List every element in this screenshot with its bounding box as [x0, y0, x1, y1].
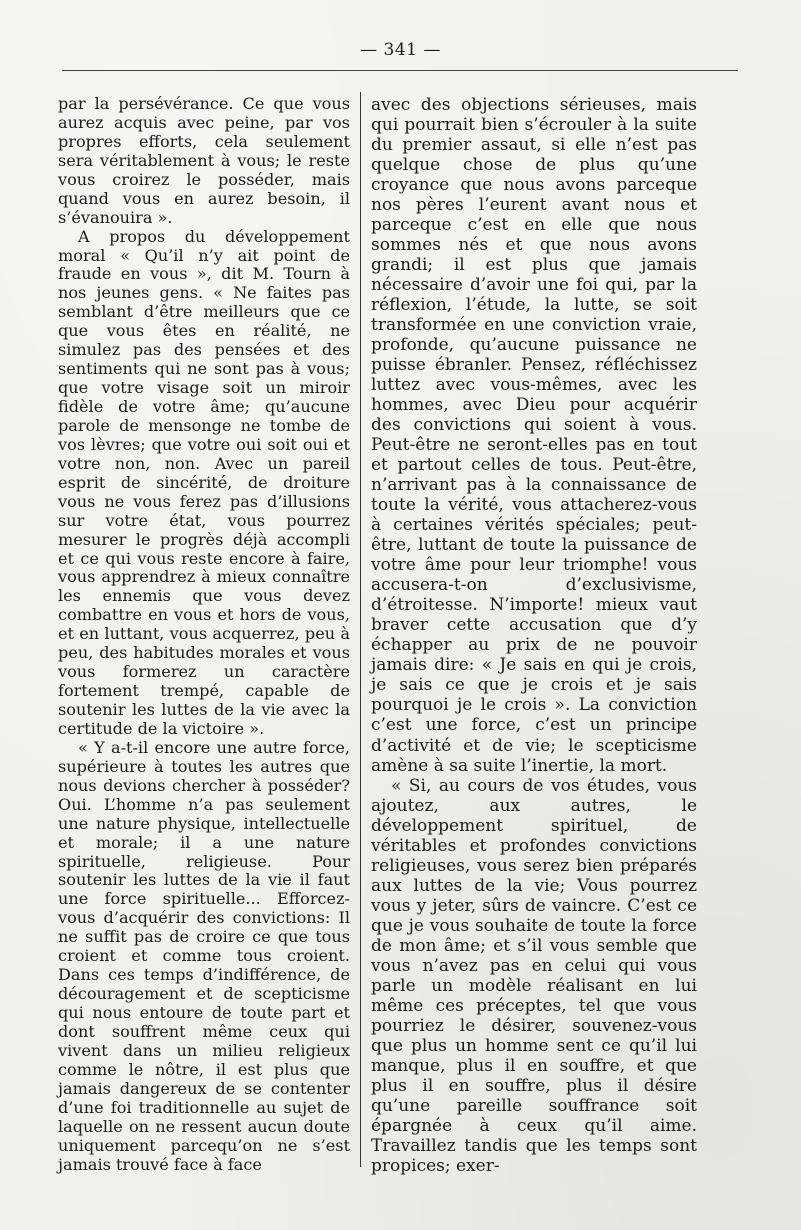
column-divider — [360, 92, 361, 1167]
header-rule — [62, 70, 738, 71]
left-column — [58, 95, 350, 1174]
paragraph: par la persévérance. Ce que vous aurez acquis avec peine, par vos propres efforts, cela seulement sera véritablement à vous; le reste vous croirez le posséder, mais quand vous en aurez besoin, il s’évanouira ». — [58, 94, 350, 227]
paragraph: « Si, au cours de vos études, vous ajoutez, aux autres, le développement spirituel, de véritables et profondes convictions religieuses, vous serez bien préparés aux luttes de la vie; Vous pourrez vous y jeter, sûrs de vaincre. C’est ce que je vous souhaite de toute la force de mon âme; et s’il vous semble que vous n’avez pas en celui qui vous parle un modèle réalisant en lui même ces préceptes, tel que vous pourriez le désirer, souvenez-vous que plus un homme sent ce qu’il lui manque, plus il en souffre, et que plus il en souffre, plus il désire qu’une pareille souffrance soit épargnée à ceux qu’il aime. Travaillez tandis que les temps sont propices; exer- — [371, 775, 697, 1176]
page-number: — 341 — — [360, 40, 441, 60]
right-column — [371, 95, 697, 1176]
paragraph: « Y a-t-il encore une autre force, supérieure à toutes les autres que nous devions chercher à posséder? Oui. L’homme n’a pas seulement une nature physique, intellectuelle et morale; il a une nature spirituelle, religieuse. Pour soutenir les luttes de la vie il faut une force spirituelle... Efforcez-vous d’acquérir des convictions: Il ne suffit pas de croire ce que tous croient et comme tous croient. Dans ces temps d’indifférence, de découragement et de scepticisme qui nous entoure de toute part et dont souffrent même ceux qui vivent dans un milieu religieux comme le nôtre, il est plus que jamais dangereux de se contenter d’une foi traditionnelle au sujet de laquelle on ne ressent aucun doute uniquement parcequ’on ne s’est jamais trouvé face à face — [58, 737, 350, 1174]
paragraph: A propos du développement moral « Qu’il n’y ait point de fraude en vous », dit M. Tourn à nos jeunes gens. « Ne faites pas semblant d’être meilleurs que ce que vous êtes en réalité, ne simulez pas des pensées et des sentiments qui ne sont pas à vous; que votre visage soit un miroir fidèle de votre âme; qu’aucune parole de mensonge ne tombe de vos lèvres; que votre oui soit oui et votre non, non. Avec un pareil esprit de sincérité, de droiture vous ne vous ferez pas d’illusions sur votre état, vous pourrez mesurer le progrès déjà accompli et ce qui vous reste encore à faire, vous apprendrez à mieux connaître les ennemis que vous devez combattre en vous et hors de vous, et en luttant, vous acquerrez, peu à peu, des habitudes morales et vous vous formerez un caractère fortement trempé, capable de soutenir les luttes de la vie avec la certitude de la victoire ». — [58, 226, 350, 738]
paragraph: avec des objections sérieuses, mais qui pourrait bien s’écrouler à la suite du premier assaut, si elle n’est pas quelque chose de plus qu’une croyance que nous avons parceque nos pères l’eurent avant nous et parceque c’est en elle que nous sommes nés et que nous avons grandi; il est plus que jamais nécessaire d’avoir une foi qui, par la réflexion, l’étude, la lutte, se soit transformée en une conviction vraie, profonde, qu’aucune puissance ne puisse ébranler. Pensez, réfléchissez luttez avec vous-mêmes, avec les hommes, avec Dieu pour acquérir des convictions qui soient à vous. Peut-être ne seront-elles pas en tout et partout celles de tous. Peut-être, n’arrivant pas à la connaissance de toute la vérité, vous attacherez-vous à certaines vérités spéciales; peut-être, luttant de toute la puissance de votre âme pour leur triomphe! vous accusera-t-on d’exclusivisme, d’étroitesse. N’importe! mieux vaut braver cette accusation que d’y échapper au prix de ne pouvoir jamais dire: « Je sais en qui je crois, je sais ce que je crois et je sais pourquoi je le crois ». La conviction c’est une force, c’est un principe d’activité et de vie; le scepticisme amène à sa suite l’inertie, la mort. — [371, 95, 697, 776]
